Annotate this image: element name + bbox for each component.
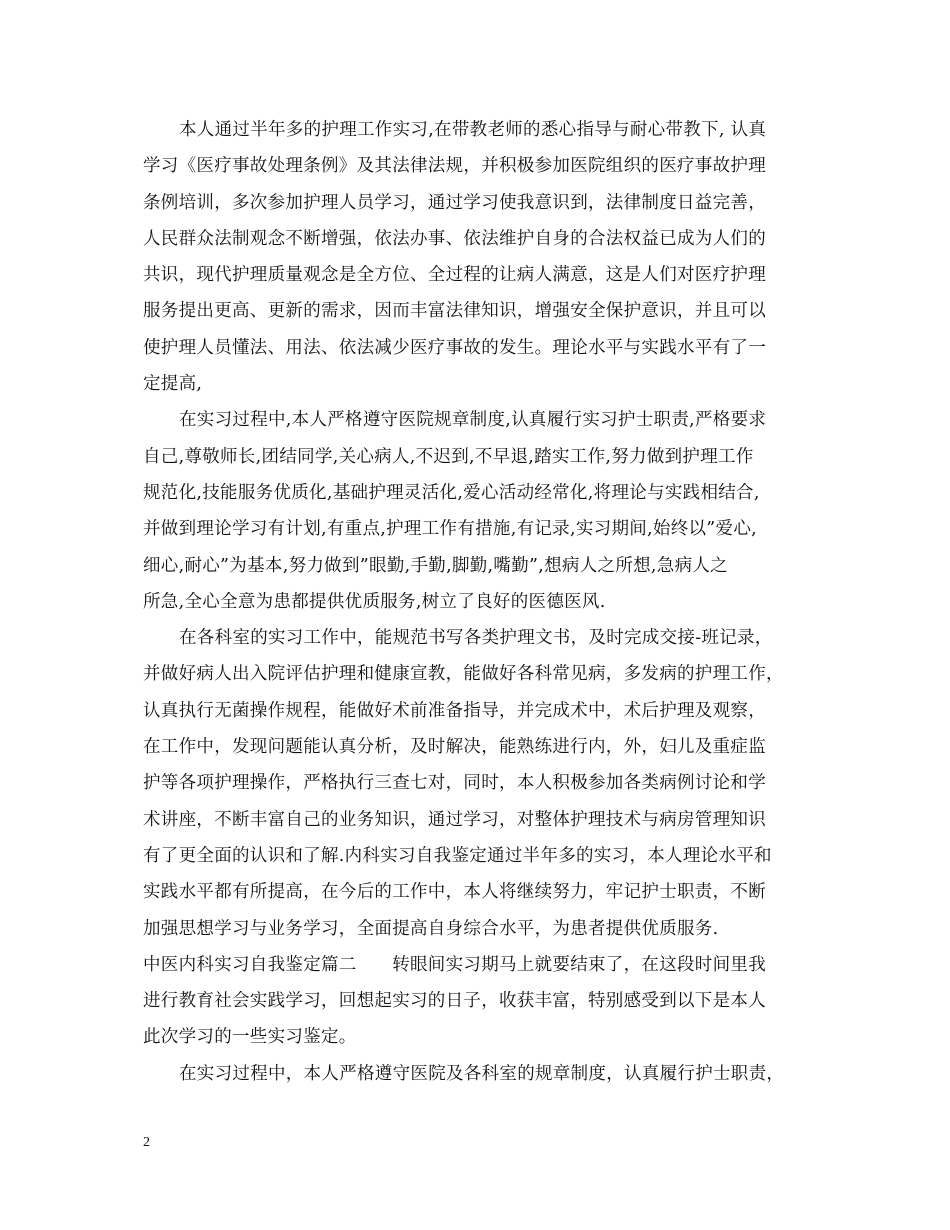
text-line: 服务提出更高、更新的需求，因而丰富法律知识，增强安全保护意识，并且可以 <box>143 301 766 322</box>
text-line: 在工作中，发现问题能认真分析，及时解决，能熟练进行内，外，妇儿及重症监 <box>143 737 766 758</box>
text-line: 学习《医疗事故处理条例》及其法律法规，并积极参加医院组织的医疗事故护理 <box>143 156 766 177</box>
text-line: 术讲座，不断丰富自己的业务知识，通过学习，对整体护理技术与病房管理知识 <box>143 809 766 830</box>
text-line: 所急,全心全意为患都提供优质服务,树立了良好的医德医风. <box>143 591 606 612</box>
text-line: 在实习过程中，本人严格遵守医院及各科室的规章制度，认真履行护士职责， <box>179 1063 785 1084</box>
page-number: 2 <box>143 1135 150 1150</box>
text-line: 护等各项护理操作，严格执行三查七对，同时，本人积极参加各类病例讨论和学 <box>143 773 766 794</box>
text-line: 中医内科实习自我鉴定篇二 转眼间实习期马上就要结束了，在这段时间里我 <box>143 954 766 975</box>
text-line: 实践水平都有所提高，在今后的工作中，本人将继续努力，牢记护士职责，不断 <box>143 882 766 903</box>
text-line: 加强思想学习与业务学习，全面提高自身综合水平，为患者提供优质服务. <box>143 918 719 939</box>
text-line: 共识，现代护理质量观念是全方位、全过程的让病人满意，这是人们对医疗护理 <box>143 265 766 286</box>
text-line: 自己,尊敬师长,团结同学,关心病人,不迟到,不早退,踏实工作,努力做到护理工作 <box>143 446 754 467</box>
text-line: 规范化,技能服务优质化,基础护理灵活化,爱心活动经常化,将理论与实践相结合, <box>143 482 760 503</box>
text-line: 并做到理论学习有计划,有重点,护理工作有措施,有记录,实习期间,始终以”爱心, <box>143 519 758 540</box>
text-line: 定提高, <box>143 374 203 395</box>
text-line: 有了更全面的认识和了解.内科实习自我鉴定通过半年多的实习，本人理论水平和 <box>143 845 772 866</box>
text-line: 本人通过半年多的护理工作实习,在带教老师的悉心指导与耐心带教下, 认真 <box>179 120 767 140</box>
text-line: 并做好病人出入院评估护理和健康宣教，能做好各科常见病，多发病的护理工作， <box>143 664 784 685</box>
text-line: 此次学习的一些实习鉴定。 <box>143 1027 357 1048</box>
text-line: 使护理人员懂法、用法、依法减少医疗事故的发生。理论水平与实践水平有了一 <box>143 337 766 358</box>
text-line: 进行教育社会实践学习，回想起实习的日子，收获丰富，特别感受到以下是本人 <box>143 991 766 1012</box>
document-body <box>143 112 823 1092</box>
text-line: 细心,耐心”为基本,努力做到”眼勤,手勤,脚勤,嘴勤”,想病人之所想,急病人之 <box>143 555 728 576</box>
text-line: 认真执行无菌操作规程，能做好术前准备指导，并完成术中，术后护理及观察， <box>143 700 766 721</box>
text-line: 在实习过程中,本人严格遵守医院规章制度,认真履行实习护士职责,严格要求 <box>179 410 767 431</box>
text-line: 在各科室的实习工作中，能规范书写各类护理文书，及时完成交接-班记录， <box>179 628 773 649</box>
text-line: 人民群众法制观念不断增强，依法办事、依法维护自身的合法权益已成为人们的 <box>143 228 766 249</box>
text-line: 条例培训，多次参加护理人员学习，通过学习使我意识到，法律制度日益完善， <box>143 192 766 213</box>
